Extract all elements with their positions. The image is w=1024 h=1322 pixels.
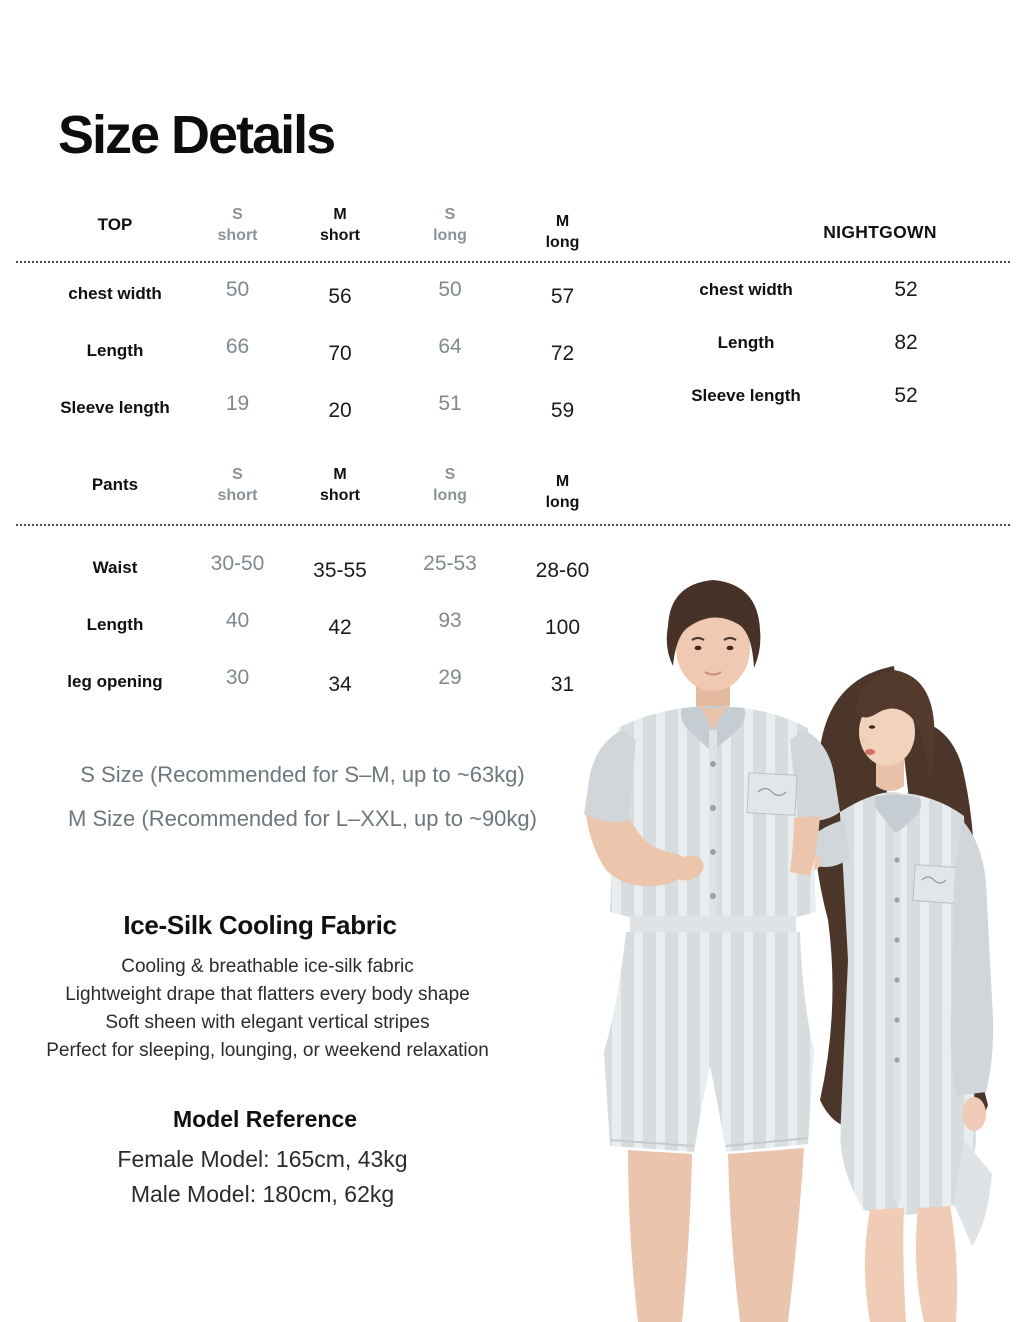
fabric-line: Lightweight drape that flatters every body shape (65, 984, 470, 1005)
table-row (640, 316, 960, 369)
pants-table-label: Pants (91, 475, 139, 494)
cell-value: 52 (894, 383, 918, 407)
table-row (40, 379, 620, 436)
table-row (40, 322, 620, 379)
row-label: Sleeve length (60, 397, 170, 417)
nightgown-table-label: NIGHTGOWN (823, 222, 937, 242)
cell-value: 34 (328, 672, 352, 696)
fabric-line: Cooling & breathable ice-silk fabric (121, 956, 414, 977)
cell-value: 100 (544, 615, 581, 639)
pants-table-header-row (40, 453, 620, 517)
row-label: Length (86, 340, 144, 360)
column-header-s-short: S short (217, 206, 258, 244)
table-row (40, 653, 620, 710)
cell-value: 40 (225, 608, 250, 632)
size-note: M Size (Recommended for L–XXL, up to ~90kg) (68, 806, 537, 831)
model-reference-heading: Model Reference (172, 1106, 358, 1132)
column-header-m-short: M short (320, 206, 360, 244)
top-table-header-row (40, 193, 620, 257)
row-label: Waist (92, 557, 138, 577)
table-row (40, 596, 620, 653)
top-table-label: TOP (97, 215, 133, 234)
nightgown-size-table (640, 263, 960, 422)
row-label: leg opening (67, 671, 163, 691)
cell-value: 72 (550, 341, 575, 365)
table-row (640, 263, 960, 316)
row-label: Length (717, 332, 775, 352)
couple-pajamas-photo (542, 580, 1024, 1322)
male-model (584, 580, 840, 1322)
page-title: Size Details (58, 105, 335, 165)
cell-value: 20 (328, 398, 352, 422)
table-row (640, 369, 960, 422)
table-row (40, 265, 620, 322)
column-header-m-long: M long (545, 213, 580, 251)
cell-value: 52 (894, 277, 918, 301)
column-header-s-short: S short (217, 466, 258, 504)
cell-value: 66 (225, 334, 250, 358)
row-label: Length (86, 614, 144, 634)
cell-value: 31 (550, 672, 575, 696)
model-line: Female Model: 165cm, 43kg (117, 1146, 408, 1172)
cell-value: 50 (438, 277, 462, 301)
cell-value: 64 (438, 334, 462, 358)
column-header-s-long: S long (433, 466, 467, 504)
cell-value: 57 (550, 284, 575, 308)
cell-value: 50 (225, 277, 250, 301)
pants-size-table (40, 453, 620, 710)
row-label: chest width (68, 283, 162, 303)
row-label: chest width (699, 279, 793, 299)
fabric-line: Soft sheen with elegant vertical stripes (105, 1012, 430, 1033)
cell-value: 59 (550, 398, 575, 422)
cell-value: 35-55 (313, 558, 367, 582)
column-header-m-short: M short (320, 466, 360, 504)
fabric-heading: Ice-Silk Cooling Fabric (123, 910, 397, 940)
fabric-line: Perfect for sleeping, lounging, or weekend relaxation (46, 1040, 489, 1061)
column-header-m-long: M long (545, 473, 580, 511)
cell-value: 29 (438, 665, 462, 689)
cell-value: 82 (894, 330, 918, 354)
model-reference (0, 1142, 525, 1212)
cell-value: 70 (328, 341, 352, 365)
cell-value: 56 (328, 284, 352, 308)
table-row (40, 539, 620, 596)
top-size-table (40, 193, 620, 436)
divider (16, 261, 1010, 263)
fabric-description (0, 953, 535, 1065)
cell-value: 93 (438, 608, 462, 632)
size-note: S Size (Recommended for S–M, up to ~63kg) (80, 762, 525, 787)
cell-value: 25-53 (423, 551, 477, 575)
cell-value: 51 (438, 391, 462, 415)
cell-value: 30-50 (210, 551, 265, 575)
model-line: Male Model: 180cm, 62kg (130, 1181, 395, 1207)
cell-value: 42 (328, 615, 352, 639)
cell-value: 30 (225, 665, 250, 689)
row-label: Sleeve length (691, 385, 801, 405)
cell-value: 19 (225, 391, 250, 415)
cell-value: 28-60 (535, 558, 590, 582)
column-header-s-long: S long (433, 206, 467, 244)
